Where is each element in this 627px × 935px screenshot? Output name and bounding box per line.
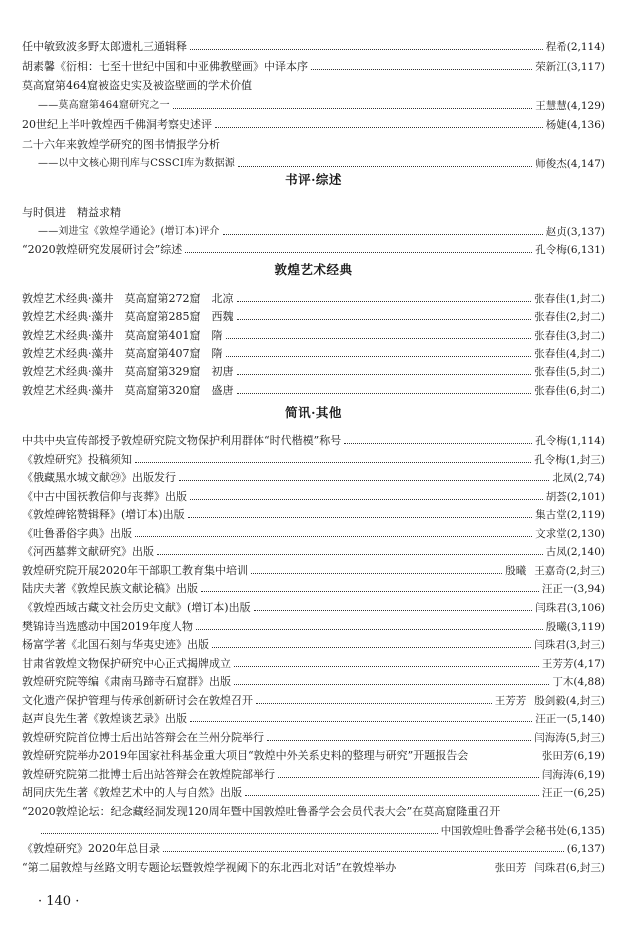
entry-title: 敦煌艺术经典·藻井 莫高窟第272窟 北凉 [22,292,234,305]
entry-citation: (6,135) [566,824,605,837]
toc-entry [22,345,605,361]
entry-citation: (4,17) [573,657,605,670]
toc-entry [22,469,605,485]
entry-citation: (3,137) [566,225,605,238]
entry-citation: (2,140) [566,546,605,559]
leader-dots [234,666,539,667]
leader-dots [212,647,531,648]
entry-citation: (2,114) [566,41,605,53]
toc-entry [22,38,605,54]
entry-author: 程希 [545,41,567,53]
entry-author: 王嘉奇 [534,564,566,577]
entry-title: 《俄藏黑水城文献㉙》出版发行 [22,471,176,485]
leader-dots [188,517,533,518]
entry-citation: (2,74) [573,472,605,485]
entry-citation: (4,封二) [565,347,605,360]
entry-title: ——以中文核心期刊库与CSSCI库为数据源 [38,158,235,169]
toc-entry [22,327,605,343]
entry-author: 杨婕 [545,119,567,131]
toc-entry [22,618,605,634]
leader-dots [238,166,532,167]
leader-dots [245,795,539,796]
leader-dots [196,629,543,630]
entry-citation: (1,封二) [565,293,605,305]
entry-title: 《敦煌西域古藏文社会历史文献》(增订本)出版 [22,600,251,614]
toc-entry [22,655,605,671]
page-number: · 140 · [38,894,80,909]
entry-author: 胡荟 [545,490,567,503]
toc-entry [22,308,605,324]
entry-author: 张田芳 [541,750,574,763]
entry-title: 与时俱进 精益求精 [22,206,121,219]
leader-dots [215,127,543,128]
entry-author: 张春佳 [534,311,566,324]
toc-entry [22,859,605,875]
entry-author: 张春佳 [534,293,566,305]
toc-entry [22,747,605,763]
leader-dots [251,573,502,574]
toc-entry [22,710,605,726]
toc-entry [22,58,605,74]
toc-entry [22,77,605,93]
leader-dots [237,319,532,320]
entry-co-author: 殷曦 [505,564,527,577]
entry-title: ——刘进宝《敦煌学通论》(增订本)评介 [38,225,220,237]
entry-title: 陆庆夫著《敦煌民族文献论稿》出版 [22,582,198,596]
entry-title: 敦煌艺术经典·藻井 莫高窟第401窟 隋 [22,328,223,342]
toc-entry [22,840,605,856]
section-heading-art: 敦煌艺术经典 [274,262,353,277]
leader-dots [237,301,532,302]
entry-author: 闫珠君 [535,601,567,614]
entry-author: 孔令梅 [535,435,567,447]
entry-title: 胡同庆先生著《敦煌艺术中的人与自然》出版 [22,786,242,800]
entry-citation: (3,119) [566,620,605,633]
toc-entry [22,506,605,522]
entry-author: 师俊杰 [535,158,567,170]
entry-author: 王芳芳 [541,657,574,670]
section-heading-news: 简讯·其他 [285,405,342,420]
entry-title: 敦煌研究院首位博士后出站答辩会在兰州分院举行 [22,730,264,744]
leader-dots [234,684,549,685]
entry-author: 殷曦 [545,620,567,633]
entry-title: 任中敏致波多野太郎遗札三通辑释 [22,40,187,53]
toc-entry [22,822,605,838]
toc-entry [22,136,605,152]
toc-entry [22,116,605,132]
entry-citation: (6,25) [573,787,605,800]
entry-citation: (3,封三) [565,639,605,652]
entry-author: 荣新江 [535,60,567,73]
toc-entry [22,241,605,257]
entry-citation: (5,140) [566,713,605,726]
entry-citation: (6,封三) [565,861,605,874]
leader-dots [237,374,532,375]
entry-title: 莫高窟第464窟被盗史实及被盗壁画的学术价值 [22,79,252,92]
toc-entry [22,451,605,467]
leader-dots [223,234,543,235]
leader-dots [190,721,532,722]
entry-citation: (3,106) [566,601,605,614]
entry-title: 赵声良先生著《敦煌谈艺录》出版 [22,712,187,726]
entry-citation: (3,封二) [565,329,605,342]
entry-author: 古凤 [545,546,567,559]
entry-title: 敦煌艺术经典·藻井 莫高窟第320窟 盛唐 [22,383,234,397]
entry-citation: (1,114) [566,435,605,447]
leader-dots [226,356,532,357]
entry-co-author: 张田芳 [494,861,527,874]
leader-dots [179,480,549,481]
leader-dots [173,108,532,109]
toc-entry [22,543,605,559]
toc-entry [22,562,605,578]
entry-author: 张春佳 [534,366,566,379]
entry-citation: (3,94) [573,583,605,596]
entry-author: 汪正一 [541,787,574,800]
entry-author: 孔令梅 [534,453,566,466]
toc-entry [22,803,605,819]
entry-author: 赵贞 [545,225,567,238]
toc-entry [22,692,605,708]
entry-title: 樊锦诗当选感动中国2019年度人物 [22,619,193,633]
entry-title: 敦煌艺术经典·藻井 莫高窟第407窟 隋 [22,346,223,360]
entry-title: 二十六年来敦煌学研究的图书情报学分析 [22,137,220,151]
entry-citation: (6,封二) [565,384,605,397]
leader-dots [201,591,539,592]
entry-title: 敦煌研究院等编《肃南马蹄寺石窟群》出版 [22,675,231,689]
entry-author: 张春佳 [534,347,566,360]
toc-entry [22,204,605,220]
entry-author: 殷剑毅 [534,694,566,707]
leader-dots [135,462,531,463]
entry-title: 胡素馨《衍相：七至十世纪中国和中亚佛教壁画》中译本序 [22,59,308,73]
entry-title: “2020敦煌研究发展研讨会”综述 [22,243,183,256]
entry-author: 闫海涛 [541,768,574,781]
entry-title: “第二届敦煌与丝路文明专题论坛暨敦煌学视阈下的东北西北对话”在敦煌举办 [22,860,397,874]
entry-citation: (6,19) [573,768,605,781]
entry-title: ——莫高窟第464窟研究之一 [38,99,170,111]
toc-entry [22,223,605,239]
entry-citation: (2,130) [566,527,605,540]
entry-citation: (5,封三) [565,731,605,744]
toc-entry [22,488,605,504]
entry-author: 汪正一 [541,583,574,596]
entry-title: 文化遗产保护管理与传承创新研讨会在敦煌召开 [22,693,253,707]
entry-citation: (2,封三) [565,564,605,577]
entry-citation: (1,封三) [565,453,605,466]
leader-dots [157,554,543,555]
entry-title: 《敦煌碑铭赞辑释》(增订本)出版 [22,508,185,522]
leader-dots [135,536,532,537]
toc-entry [22,673,605,689]
entry-citation: (2,封二) [565,311,605,324]
leader-dots [190,49,543,50]
leader-dots [311,69,532,70]
entry-title: 敦煌艺术经典·藻井 莫高窟第329窟 初唐 [22,365,234,379]
entry-title: 《敦煌研究》2020年总目录 [22,842,160,856]
entry-title: 《敦煌研究》投稿须知 [22,452,132,466]
entry-citation: (3,117) [566,60,605,73]
toc-entry [22,290,605,306]
section-heading-review: 书评·综述 [285,172,342,187]
entry-citation: (4,136) [566,119,605,131]
entry-author: 张春佳 [534,329,566,342]
toc-entry [22,729,605,745]
entry-citation: (6,131) [566,244,605,256]
entry-citation: (4,封三) [565,694,605,707]
leader-dots [267,740,531,741]
leader-dots [237,393,532,394]
entry-author: 张春佳 [534,384,566,397]
entry-citation: (5,封二) [565,366,605,379]
leader-dots [254,610,533,611]
entry-title: 20世纪上半叶敦煌西千佛洞考察史述评 [22,118,212,131]
entry-citation: (6,19) [573,750,605,763]
entry-citation: (2,101) [566,490,605,503]
leader-dots [256,703,492,704]
entry-title: 敦煌艺术经典·藻井 莫高窟第285窟 西魏 [22,310,234,324]
leader-dots [41,833,438,834]
entry-author: 文求堂 [535,527,567,540]
entry-author: 闫海涛 [534,731,566,744]
entry-citation: (6,137) [566,843,605,856]
entry-title: 敦煌研究院举办2019年国家社科基金重大项目“敦煌中外关系史料的整理与研究”开题报告会 [22,749,469,763]
entry-author: 王慧慧 [535,99,567,112]
toc-entry [22,766,605,782]
entry-author: 汪正一 [535,713,567,726]
leader-dots [278,777,539,778]
entry-title: 《河西墓葬文献研究》出版 [22,545,154,559]
entry-author: 闫珠君 [534,861,566,874]
entry-author: 北凤 [552,472,574,485]
leader-dots [185,252,532,253]
entry-title: 《吐鲁番俗字典》出版 [22,526,132,540]
entry-author: 孔令梅 [535,244,567,256]
leader-dots [190,499,543,500]
entry-citation: (4,147) [566,158,605,170]
entry-title: “2020敦煌论坛：纪念藏经洞发现120周年暨中国敦煌吐鲁番学会会员代表大会”在莫高窟隆重召开 [22,805,501,818]
entry-title: 敦煌研究院第二批博士后出站答辩会在敦煌院部举行 [22,767,275,781]
toc-entry [22,432,605,448]
toc-entry [22,363,605,379]
toc-entry [22,599,605,615]
toc-entry [22,525,605,541]
entry-title: 敦煌研究院开展2020年干部职工教育集中培训 [22,563,248,577]
entry-author: 集古堂 [535,509,567,522]
entry-title: 中共中央宣传部授予敦煌研究院文物保护利用群体“时代楷模”称号 [22,434,342,447]
toc-entry [22,97,605,113]
toc-entry [22,580,605,596]
leader-dots [344,443,532,444]
entry-author: 闫珠君 [534,639,566,652]
entry-author: 丁木 [552,676,574,689]
entry-citation: (4,129) [566,99,605,112]
entry-title: 杨富学著《北国石刻与华夷史迹》出版 [22,638,209,652]
entry-citation: (4,88) [573,676,605,689]
toc-entry [22,636,605,652]
entry-title: 甘肃省敦煌文物保护研究中心正式揭牌成立 [22,656,231,670]
toc-entry [22,155,605,171]
entry-citation: (2,119) [566,509,605,522]
entry-co-author: 王芳芳 [494,694,527,707]
toc-entry [22,382,605,398]
leader-dots [163,851,564,852]
entry-title: 《中古中国祆教信仰与丧葬》出版 [22,489,187,503]
entry-author: 中国敦煌吐鲁番学会秘书处 [440,824,567,837]
leader-dots [226,338,532,339]
toc-entry [22,784,605,800]
